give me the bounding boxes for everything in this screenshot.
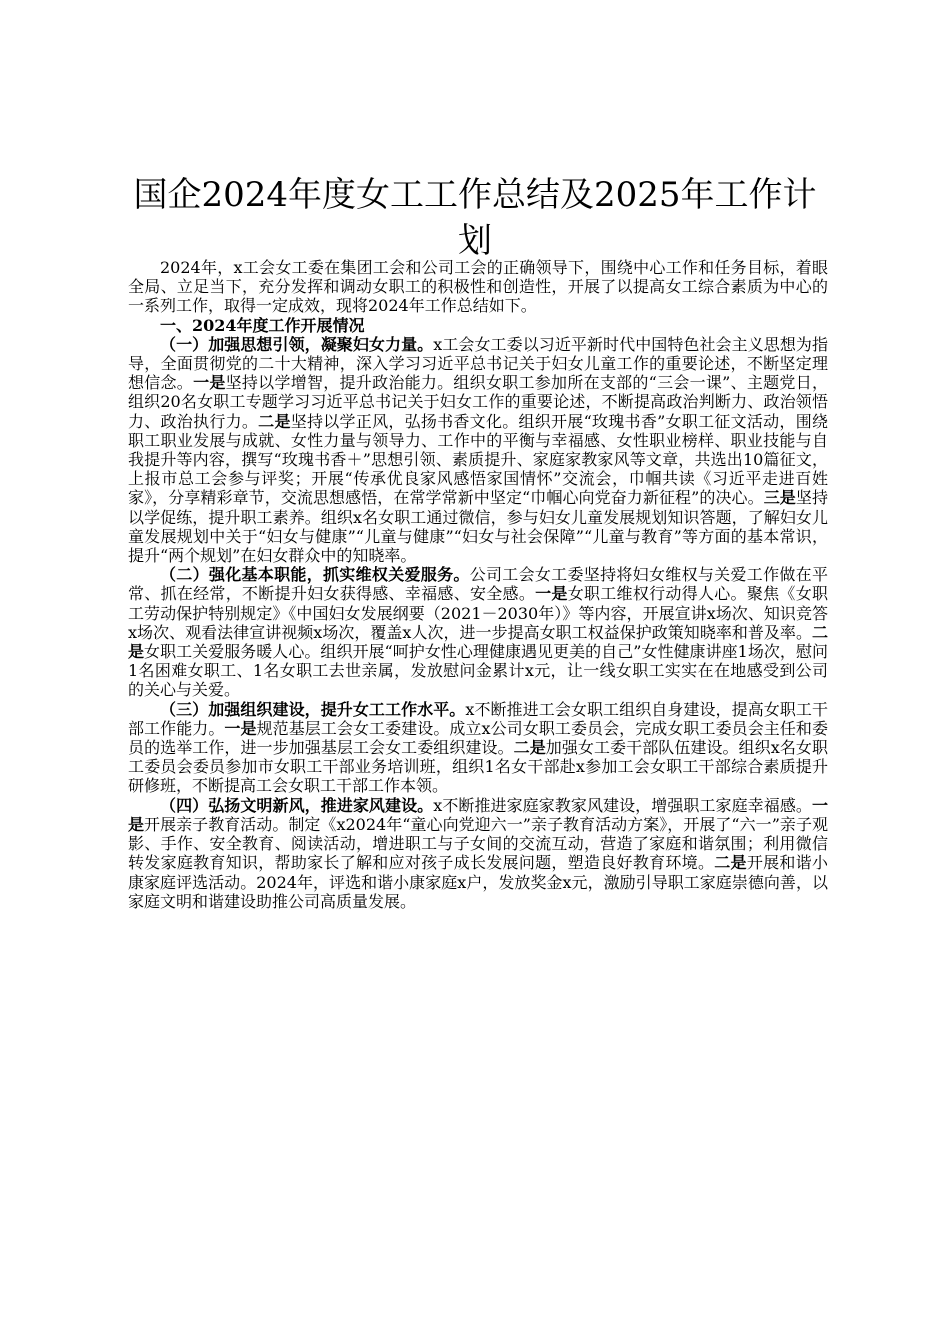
section-paragraph-4: [128, 796, 828, 911]
paragraph-text: x不断推进工会女职工组织自身建设，提高女职工干部工作能力。: [128, 699, 828, 738]
point-marker: 二是: [714, 853, 747, 873]
point-marker: 二是: [128, 622, 828, 662]
point-marker: 二是: [513, 738, 546, 758]
subsection-heading: （二）强化基本职能，抓实维权关爱服务。: [160, 565, 470, 585]
section-paragraph-3: [128, 700, 828, 796]
point-marker: 一是: [535, 584, 568, 604]
paragraph-text: 女职工关爱服务暖人心。组织开展“呵护女性心理健康遇见更美的自己”女性健康讲座1场次，慰问1名困难女职工、1名女职工去世亲属，发放慰问金累计x元，让一线女职工实实在在地感受到公司的关心与关爱。: [128, 642, 828, 700]
paragraph-text: 女职工维权行动得人心。聚焦《女职工劳动保护特别规定》《中国妇女发展纲要（2021－2030年）》等内容，开展宣讲x场次、知识竞答x场次、观看法律宣讲视频x场次，覆盖x人次，进一步提高女职工权益保护政策知晓率和普及率。: [128, 584, 828, 642]
paragraph-text: 公司工会女工委坚持将妇女维权与关爱工作做在平常、抓在经常，不断提升妇女获得感、幸福感、安全感。: [128, 565, 828, 604]
paragraph-text: x不断推进家庭家教家风建设，增强职工家庭幸福感。: [433, 795, 812, 815]
subsection-heading: （一）加强思想引领，凝聚妇女力量。: [160, 334, 434, 354]
paragraph-text: 坚持以学正风，弘扬书香文化。组织开展“玫瑰书香”女职工征文活动，围绕职工职业发展与成就、女性力量与领导力、工作中的平衡与幸福感、女性职业榜样、职业技能与自我提升等内容，撰写“玫瑰书香＋”思想引领、素质提升、家庭家教家风等文章，共选出10篇征文，上报市总工会参与评奖；开展“传承优良家风感悟家国情怀”交流会，巾帼共读《习近平走进百姓家》，分享精彩章节，交流思想感悟，在常学常新中坚定“巾帼心向党奋力新征程”的决心。: [128, 411, 828, 508]
point-marker: 三是: [763, 488, 796, 508]
point-marker: 一是: [193, 373, 226, 393]
document-body: [128, 258, 828, 911]
subsection-heading: （三）加强组织建设，提升女工工作水平。: [160, 699, 466, 719]
paragraph-text: 坚持以学增智，提升政治能力。组织女职工参加所在支部的“三会一课”、主题党日，组织20名女职工专题学习习近平总书记关于妇女工作的重要论述，不断提高政治判断力、政治领悟力、政治执行力。: [128, 373, 828, 431]
paragraph-text: 加强女工委干部队伍建设。组织x名女职工委员会委员参加市女职工干部业务培训班，组织1名女干部赴x参加工会女职工干部综合素质提升研修班，不断提高工会女职工干部工作本领。: [128, 738, 828, 796]
point-marker: 一是: [224, 718, 257, 738]
paragraph-text: x工会女工委以习近平新时代中国特色社会主义思想为指导，全面贯彻党的二十大精神，深入学习习近平总书记关于妇女儿童工作的重要论述，不断坚定理想信念。: [128, 334, 828, 393]
point-marker: 一是: [128, 795, 828, 834]
paragraph-text: 开展和谐小康家庭评选活动。2024年，评选和谐小康家庭x户，发放奖金x元，激励引导职工家庭崇德向善，以家庭文明和谐建设助推公司高质量发展。: [128, 853, 828, 911]
section-paragraph-1: [128, 335, 828, 565]
section-heading-1: 一、2024年度工作开展情况: [160, 315, 365, 335]
document-title: 国企2024年度女工工作总结及2025年工作计划: [133, 175, 817, 261]
paragraph-text: 开展亲子教育活动。制定《x2024年“童心向党迎六一”亲子教育活动方案》，开展了“六一”亲子观影、手作、安全教育、阅读活动，增进职工与子女间的交流互动，营造了家庭和谐氛围；利用微信转发家庭教育知识，帮助家长了解和应对孩子成长发展问题，塑造良好教育环境。: [128, 814, 828, 873]
intro-paragraph: 2024年，x工会女工委在集团工会和公司工会的正确领导下，围绕中心工作和任务目标，着眼全局、立足当下，充分发挥和调动女职工的积极性和创造性，开展了以提高女工综合素质为中心的一系列工作，取得一定成效，现将2024年工作总结如下。: [128, 258, 828, 316]
paragraph-text: 坚持以学促练，提升职工素养。组织x名女职工通过微信，参与妇女儿童发展规划知识答题，了解妇女儿童发展规划中关于“妇女与健康”“儿童与健康”“妇女与社会保障”“儿童与教育”等方面的基本常识，提升“两个规划”在妇女群众中的知晓率。: [128, 488, 828, 566]
section-paragraph-2: [128, 565, 828, 699]
point-marker: 二是: [258, 411, 291, 431]
subsection-heading: （四）弘扬文明新风，推进家风建设。: [160, 795, 434, 815]
paragraph-text: 规范基层工会女工委建设。成立x公司女职工委员会，完成女职工委员会主任和委员的选举工作，进一步加强基层工会女工委组织建设。: [128, 718, 828, 758]
